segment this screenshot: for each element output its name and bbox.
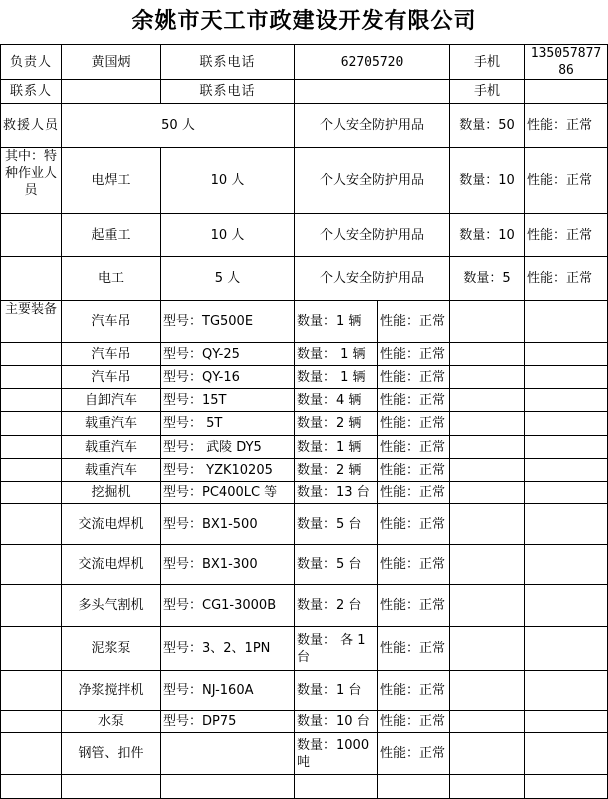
resource-table [0,44,608,799]
empty-cell [1,733,62,775]
trade-name: 电焊工 [62,148,161,214]
equipment-row [1,482,608,504]
empty-cell [295,775,378,799]
page-title: 余姚市天工市政建设开发有限公司 [131,9,477,34]
contact-label: 负责人 [1,45,62,80]
personnel-row [1,148,608,214]
empty-cell [525,301,608,343]
equipment-row [1,627,608,671]
empty-cell [1,257,62,301]
equipment-row [1,412,608,436]
equipment-name: 自卸汽车 [62,389,161,412]
trade-name: 起重工 [62,214,161,257]
empty-cell [450,733,525,775]
empty-cell [450,389,525,412]
empty-cell [62,775,161,799]
empty-cell [1,343,62,366]
equipment-status: 性能：正常 [378,627,450,671]
mobile-label: 手机 [450,80,525,104]
empty-cell [1,627,62,671]
empty-cell [450,301,525,343]
empty-cell [1,504,62,545]
personnel-row [1,214,608,257]
equipment-model: 型号： YZK10205 [161,459,295,482]
special-label: 其中：特种作业人员 [1,148,62,214]
trade-status: 性能：正常 [525,214,608,257]
phone-label: 联系电话 [161,45,295,80]
equipment-model: 型号：15T [161,389,295,412]
equipment-model: 型号： 武陵 DY5 [161,436,295,459]
empty-cell [525,436,608,459]
empty-cell [525,504,608,545]
equipment-model: 型号：CG1-3000B [161,585,295,627]
contact-name: 黄国炳 [62,45,161,80]
trade-status: 性能：正常 [525,257,608,301]
trade-count: 10 人 [161,214,295,257]
equipment-status: 性能：正常 [378,585,450,627]
equipment-model: 型号： 5T [161,412,295,436]
equipment-model: 型号：BX1-300 [161,545,295,585]
equipment-row [1,436,608,459]
rescue-quantity: 数量：50 [450,104,525,148]
equipment-name: 多头气割机 [62,585,161,627]
trade-name: 电工 [62,257,161,301]
equipment-status: 性能：正常 [378,459,450,482]
empty-cell [525,711,608,733]
equipment-status: 性能：正常 [378,366,450,389]
empty-cell [378,775,450,799]
equipment-name: 净浆搅拌机 [62,671,161,711]
equipment-status: 性能：正常 [378,711,450,733]
equipment-name: 汽车吊 [62,343,161,366]
empty-cell [450,504,525,545]
equipment-name: 汽车吊 [62,301,161,343]
equipment-status: 性能：正常 [378,412,450,436]
equipment-model: 型号：TG500E [161,301,295,343]
empty-cell [450,671,525,711]
equipment-row [1,733,608,775]
empty-cell [450,412,525,436]
empty-cell [161,775,295,799]
empty-cell [1,545,62,585]
trade-status: 性能：正常 [525,148,608,214]
equipment-status: 性能：正常 [378,671,450,711]
empty-cell [1,711,62,733]
empty-cell [525,412,608,436]
equipment-quantity: 数量：10 台 [295,711,378,733]
rescue-equipment: 个人安全防护用品 [295,104,450,148]
equipment-row [1,671,608,711]
equipment-model: 型号：BX1-500 [161,504,295,545]
equipment-quantity: 数量：1 辆 [295,436,378,459]
empty-cell [525,671,608,711]
equipment-name: 载重汽车 [62,459,161,482]
empty-cell [450,775,525,799]
equipment-quantity: 数量：1 台 [295,671,378,711]
contact-name [62,80,161,104]
empty-cell [450,627,525,671]
empty-cell [525,459,608,482]
equipment-status: 性能：正常 [378,504,450,545]
trade-count: 10 人 [161,148,295,214]
rescue-label: 救援人员 [1,104,62,148]
equipment-name: 水泵 [62,711,161,733]
equipment-model: 型号：NJ-160A [161,671,295,711]
empty-cell [450,545,525,585]
equipment-row [1,366,608,389]
equipment-quantity: 数量：2 辆 [295,459,378,482]
equipment-name: 泥浆泵 [62,627,161,671]
empty-cell [450,366,525,389]
blank-row [1,775,608,799]
equipment-name: 载重汽车 [62,436,161,459]
mobile-value [525,80,608,104]
equipment-model: 型号：QY-25 [161,343,295,366]
equipment-quantity: 数量：5 台 [295,504,378,545]
empty-cell [450,436,525,459]
rescue-count: 50 人 [62,104,295,148]
equipment-model: 型号：3、2、1PN [161,627,295,671]
trade-equipment: 个人安全防护用品 [295,257,450,301]
equipment-quantity: 数量： 1 辆 [295,343,378,366]
empty-cell [525,366,608,389]
equipment-name: 载重汽车 [62,412,161,436]
equipment-row [1,545,608,585]
trade-equipment: 个人安全防护用品 [295,148,450,214]
equipment-row [1,711,608,733]
mobile-value: 13505787786 [525,45,608,80]
personnel-row [1,104,608,148]
mobile-label: 手机 [450,45,525,80]
equipment-name: 挖掘机 [62,482,161,504]
empty-cell [450,711,525,733]
equipment-model: 型号：DP75 [161,711,295,733]
empty-cell [450,459,525,482]
equipment-quantity: 数量：13 台 [295,482,378,504]
empty-cell [1,214,62,257]
phone-value: 62705720 [295,45,450,80]
trade-quantity: 数量：5 [450,257,525,301]
equipment-quantity: 数量：1000 吨 [295,733,378,775]
trade-quantity: 数量：10 [450,214,525,257]
equipment-quantity: 数量：2 台 [295,585,378,627]
empty-cell [1,436,62,459]
empty-cell [525,343,608,366]
equipment-quantity: 数量： 1 辆 [295,366,378,389]
contact-row [1,45,608,80]
equipment-name: 交流电焊机 [62,504,161,545]
equipment-name: 汽车吊 [62,366,161,389]
trade-equipment: 个人安全防护用品 [295,214,450,257]
equipment-status: 性能：正常 [378,436,450,459]
empty-cell [1,775,62,799]
empty-cell [1,585,62,627]
contact-row [1,80,608,104]
equipment-quantity: 数量： 各 1 台 [295,627,378,671]
empty-cell [1,366,62,389]
rescue-status: 性能：正常 [525,104,608,148]
empty-cell [525,545,608,585]
equipment-row [1,301,608,343]
equipment-status: 性能：正常 [378,545,450,585]
equipment-status: 性能：正常 [378,482,450,504]
trade-count: 5 人 [161,257,295,301]
equipment-status: 性能：正常 [378,343,450,366]
empty-cell [450,585,525,627]
equipment-row [1,504,608,545]
equipment-model: 型号：PC400LC 等 [161,482,295,504]
equipment-status: 性能：正常 [378,733,450,775]
equipment-status: 性能：正常 [378,301,450,343]
empty-cell [1,459,62,482]
phone-value [295,80,450,104]
equipment-quantity: 数量：2 辆 [295,412,378,436]
equipment-model [161,733,295,775]
empty-cell [1,482,62,504]
equipment-quantity: 数量：5 台 [295,545,378,585]
equipment-quantity: 数量：4 辆 [295,389,378,412]
phone-label: 联系电话 [161,80,295,104]
empty-cell [1,412,62,436]
equipment-quantity: 数量：1 辆 [295,301,378,343]
trade-quantity: 数量：10 [450,148,525,214]
equipment-model: 型号：QY-16 [161,366,295,389]
equipment-status: 性能：正常 [378,389,450,412]
equipment-label: 主要装备 [1,301,62,343]
empty-cell [450,482,525,504]
equipment-row [1,389,608,412]
empty-cell [1,671,62,711]
empty-cell [525,389,608,412]
contact-label: 联系人 [1,80,62,104]
equipment-name: 交流电焊机 [62,545,161,585]
equipment-row [1,343,608,366]
equipment-row [1,585,608,627]
empty-cell [525,733,608,775]
equipment-name: 钢管、扣件 [62,733,161,775]
empty-cell [525,585,608,627]
empty-cell [525,627,608,671]
empty-cell [450,343,525,366]
personnel-row [1,257,608,301]
equipment-row [1,459,608,482]
empty-cell [525,775,608,799]
empty-cell [1,389,62,412]
empty-cell [525,482,608,504]
